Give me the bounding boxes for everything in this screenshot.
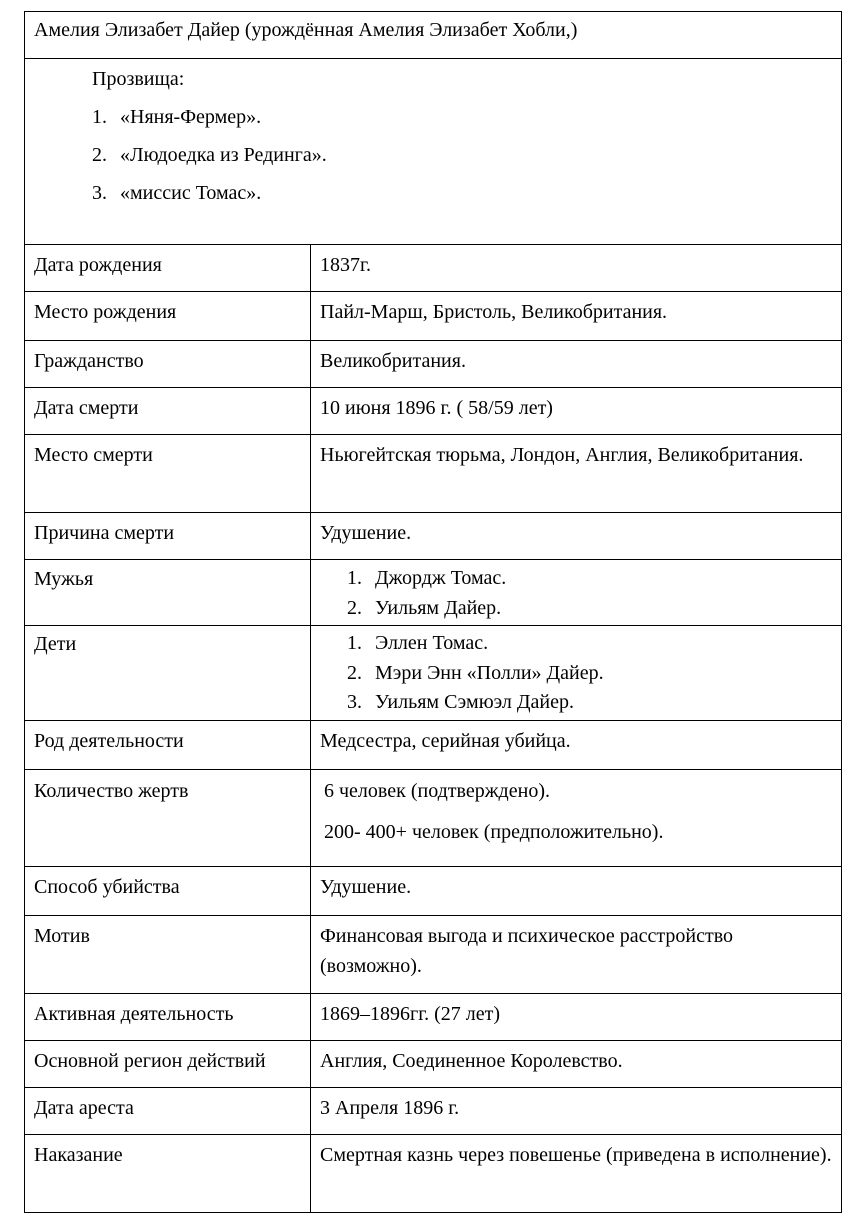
row-value: 1869–1896гг. (27 лет) xyxy=(311,993,842,1040)
row-label: Причина смерти xyxy=(25,513,311,560)
table-row xyxy=(25,292,842,341)
row-label: Мужья xyxy=(25,560,311,626)
row-label: Гражданство xyxy=(25,341,311,388)
row-label: Количество жертв xyxy=(25,769,311,866)
table-row xyxy=(25,1134,842,1212)
list-item xyxy=(347,659,833,689)
children-list xyxy=(320,629,833,718)
list-text: Уильям Сэмюэл Дайер. xyxy=(375,691,574,713)
row-label: Наказание xyxy=(25,1134,311,1212)
row-value: Пайл-Марш, Бристоль, Великобритания. xyxy=(311,292,842,341)
row-value: Смертная казнь через повешенье (приведена в исполнение). xyxy=(311,1134,842,1212)
list-text: Уильям Дайер. xyxy=(375,596,502,619)
nicknames-cell xyxy=(25,59,842,245)
full-name: Амелия Элизабет Дайер (урождённая Амелия Элизабет Хобли,) xyxy=(25,12,842,59)
row-label: Дата рождения xyxy=(25,245,311,292)
table-row xyxy=(25,915,842,993)
row-value xyxy=(311,560,842,626)
victims-suspected: 200- 400+ человек (предположительно). xyxy=(324,820,664,843)
header-row xyxy=(25,12,842,59)
row-label: Активная деятельность xyxy=(25,993,311,1040)
list-item xyxy=(92,140,833,170)
list-text: «миссис Томас». xyxy=(120,182,262,204)
table-row xyxy=(25,1087,842,1134)
row-label: Мотив xyxy=(25,915,311,993)
row-label: Дата ареста xyxy=(25,1087,311,1134)
row-label: Способ убийства xyxy=(25,866,311,915)
row-value: Медсестра, серийная убийца. xyxy=(311,720,842,769)
spouses-list xyxy=(320,564,833,623)
table-row xyxy=(25,341,842,388)
row-label: Место рождения xyxy=(25,292,311,341)
table-row xyxy=(25,626,842,721)
list-item xyxy=(347,564,833,594)
table-row xyxy=(25,560,842,626)
table-row xyxy=(25,866,842,915)
row-value: 1837г. xyxy=(311,245,842,292)
list-number: 3. xyxy=(347,691,362,713)
list-number: 1. xyxy=(347,567,362,589)
row-label: Основной регион действий xyxy=(25,1040,311,1087)
row-label: Место смерти xyxy=(25,435,311,513)
row-value: 3 Апреля 1896 г. xyxy=(311,1087,842,1134)
row-value: Удушение. xyxy=(311,866,842,915)
list-item xyxy=(347,688,833,718)
biography-table xyxy=(24,11,842,1213)
list-item xyxy=(92,178,833,208)
row-value xyxy=(311,626,842,721)
list-text: Мэри Энн «Полли» Дайер. xyxy=(375,661,604,684)
table-row xyxy=(25,769,842,866)
list-number: 3. xyxy=(92,182,107,204)
list-number: 2. xyxy=(347,661,362,684)
row-value: Великобритания. xyxy=(311,341,842,388)
nicknames-list xyxy=(34,102,833,208)
list-text: Джордж Томас. xyxy=(375,567,507,589)
victims-confirmed: 6 человек (подтверждено). xyxy=(324,779,550,802)
list-number: 2. xyxy=(92,144,107,166)
table-row xyxy=(25,513,842,560)
nicknames-title: Прозвища: xyxy=(92,68,185,90)
row-value: Финансовая выгода и психическое расстройство (возможно). xyxy=(311,915,842,993)
row-label: Дети xyxy=(25,626,311,721)
list-text: «Няня-Фермер». xyxy=(120,106,262,128)
row-value xyxy=(311,769,842,866)
table-row xyxy=(25,1040,842,1087)
list-item xyxy=(347,594,833,624)
row-value: 10 июня 1896 г. ( 58/59 лет) xyxy=(311,388,842,435)
row-value: Удушение. xyxy=(311,513,842,560)
row-value: Ньюгейтская тюрьма, Лондон, Англия, Великобритания. xyxy=(311,435,842,513)
table-row xyxy=(25,993,842,1040)
list-number: 1. xyxy=(347,632,362,654)
table-row xyxy=(25,720,842,769)
nicknames-row xyxy=(25,59,842,245)
list-number: 2. xyxy=(347,596,362,619)
table-row xyxy=(25,388,842,435)
row-value: Англия, Соединенное Королевство. xyxy=(311,1040,842,1087)
list-number: 1. xyxy=(92,106,107,128)
list-item xyxy=(92,102,833,132)
list-text: Эллен Томас. xyxy=(375,632,489,654)
row-label: Дата смерти xyxy=(25,388,311,435)
list-item xyxy=(347,629,833,659)
table-row xyxy=(25,435,842,513)
row-label: Род деятельности xyxy=(25,720,311,769)
table-row xyxy=(25,245,842,292)
list-text: «Людоедка из Рединга». xyxy=(120,144,327,166)
